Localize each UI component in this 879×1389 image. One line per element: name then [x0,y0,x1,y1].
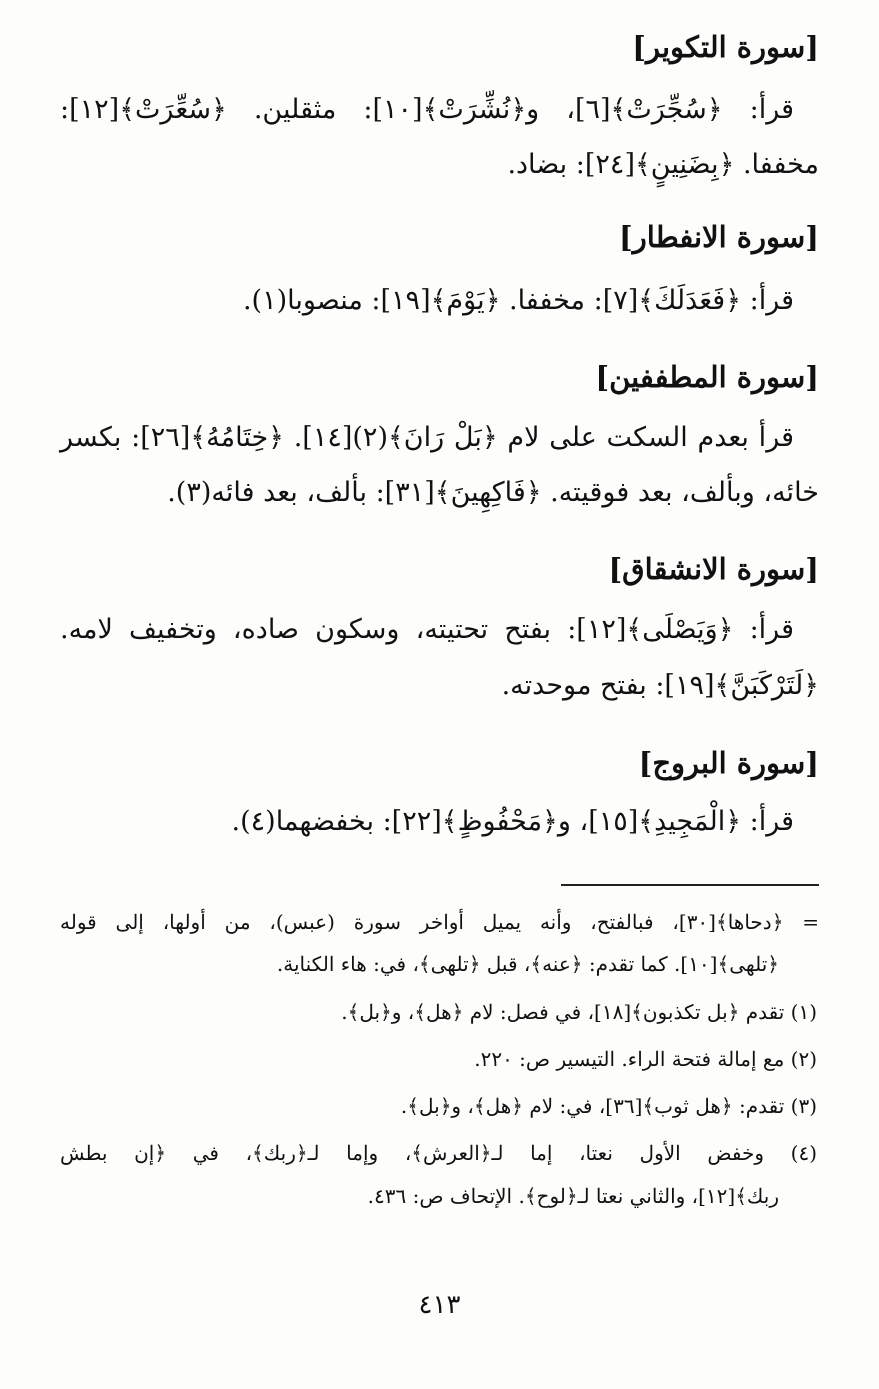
paragraph-line: قرأ: ﴿فَعَدَلَكَ﴾[٧]: مخففا. ﴿يَوْمَ﴾[١٩]: منصوبا(١). [242,285,794,316]
footnote-continuation-line: = ﴿دحاها﴾[٣٠]، فبالفتح، وأنه يميل أواخر سورة (عبس)، من أولها، إلى قوله [60,910,820,934]
paragraph-line: ﴿لَتَرْكَبَنَّ﴾[١٩]: بفتح موحدته. [501,670,819,701]
footnote-1: (١) تقدم ﴿بل تكذبون﴾[١٨]، في فصل: لام ﴿هل﴾، و﴿بل﴾. [341,1000,817,1024]
section-heading-buruj: [سورة البروج] [638,746,819,780]
footnote-continuation-line: ﴿تلهى﴾[١٠]. كما تقدم: ﴿عنه﴾، قبل ﴿تلهى﴾، في: هاء الكناية. [276,952,779,976]
footnote-2: (٢) مع إمالة فتحة الراء. التيسير ص: ٢٢٠. [474,1047,817,1071]
section-heading-mutaffifin: [سورة المطففين] [595,360,819,394]
section-heading-infitar: [سورة الانفطار] [619,220,819,254]
footnote-4: (٤) وخفض الأول نعتا، إما لـ﴿العرش﴾، وإما لـ﴿ربك﴾، في ﴿إن بطش [60,1141,817,1165]
page-number: ٤١٣ [418,1290,461,1320]
footnote-separator [561,884,819,886]
paragraph-line: قرأ: ﴿وَيَصْلَى﴾[١٢]: بفتح تحتيته، وسكون صاده، وتخفيف لامه. [60,614,794,645]
paragraph-line: قرأ: ﴿سُجِّرَتْ﴾[٦]، و﴿نُشِّرَتْ﴾[١٠]: مثقلين. ﴿سُعِّرَتْ﴾[١٢]: [60,94,794,125]
section-heading-takwir: [سورة التكوير] [632,30,819,64]
paragraph-line: خائه، وبألف، بعد فوقيته. ﴿فَاكِهِينَ﴾[٣١]: بألف، بعد فائه(٣). [167,477,819,508]
section-heading-inshiqaq: [سورة الانشقاق] [608,552,819,586]
footnote-4-continuation: ربك﴾[١٢]، والثاني نعتا لـ﴿لوح﴾. الإتحاف ص: ٤٣٦. [367,1184,779,1208]
paragraph-line: مخففا. ﴿بِضَنِينٍ﴾[٢٤]: بضاد. [507,149,819,180]
paragraph-line: قرأ: ﴿الْمَجِيدِ﴾[١٥]، و﴿مَحْفُوظٍ﴾[٢٢]: بخفضهما(٤). [231,806,794,837]
footnote-3: (٣) تقدم: ﴿هل ثوب﴾[٣٦]، في: لام ﴿هل﴾، و﴿بل﴾. [400,1094,817,1118]
paragraph-line: قرأ بعدم السكت على لام ﴿بَلْ رَانَ﴾(٢)[١٤]. ﴿خِتَامُهُ﴾[٢٦]: بكسر [60,422,794,453]
